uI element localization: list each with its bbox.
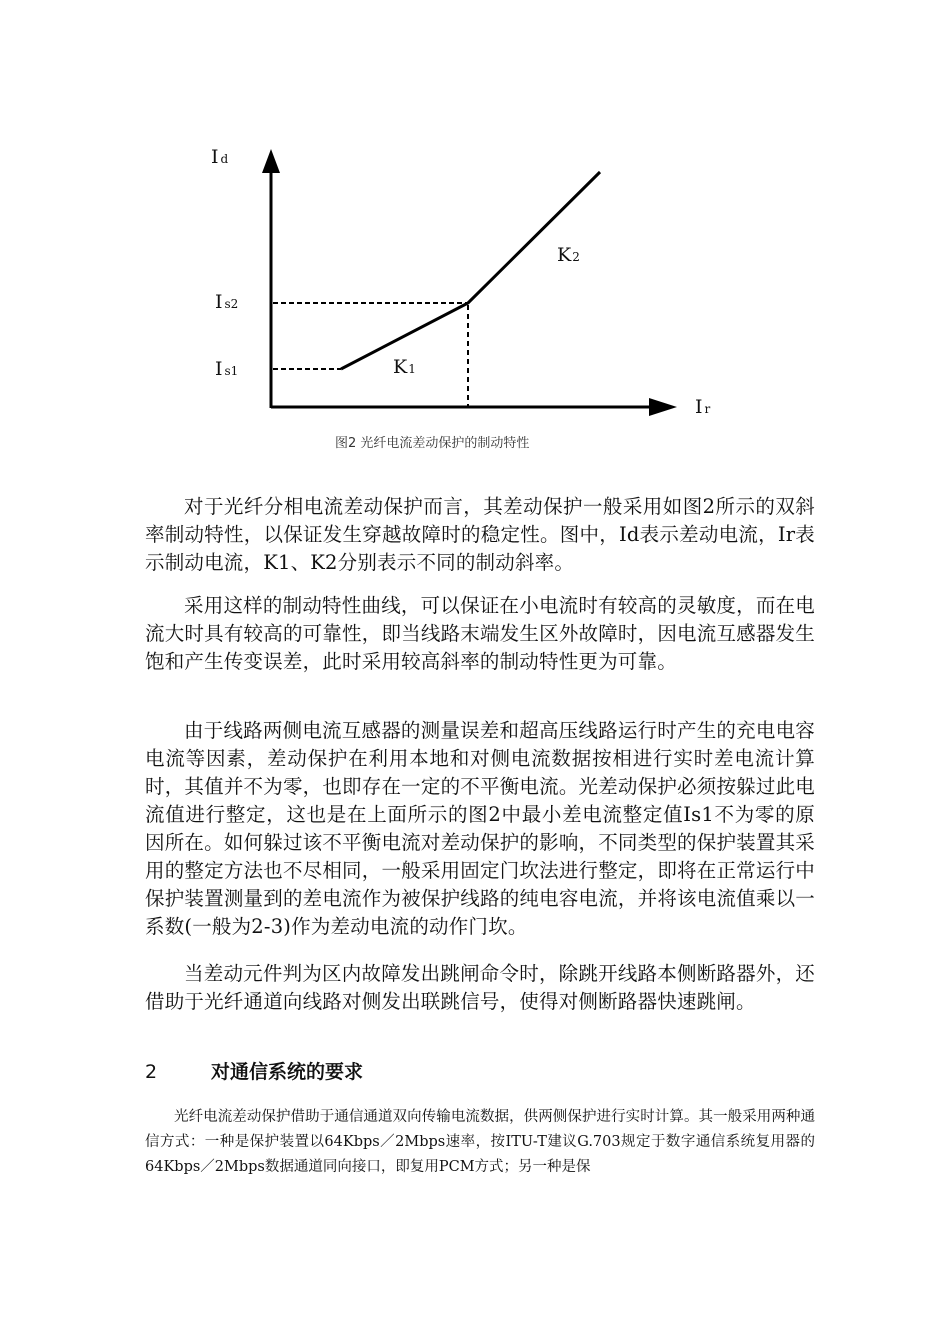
y-axis-arrowhead	[262, 149, 280, 173]
is2-label: Is2	[215, 291, 239, 313]
section-heading	[145, 1057, 815, 1084]
section-title: 对通信系统的要求	[211, 1061, 364, 1083]
paragraph-2: 采用这样的制动特性曲线，可以保证在小电流时有较高的灵敏度，而在电流大时具有较高的可靠性，即当线路末端发生区外故障时，因电流互感器发生饱和产生传变误差，此时采用较高斜率的制动特性更为可靠。	[145, 594, 815, 673]
characteristic-diagram	[195, 135, 755, 465]
is1-label: Is1	[215, 358, 239, 380]
paragraph-4: 当差动元件判为区内故障发出跳闸命令时，除跳开线路本侧断路器外，还借助于光纤通道向线路对侧发出联跳信号，使得对侧断路器快速跳闸。	[145, 962, 815, 1013]
k2-label: K2	[557, 244, 580, 266]
paragraph-3: 由于线路两侧电流互感器的测量误差和超高压线路运行时产生的充电电容电流等因素，差动保护在利用本地和对侧电流数据按相进行实时差电流计算时，其值并不为零，也即存在一定的不平衡电流。光差动保护必须按躲过此电流值进行整定，这也是在上面所示的图2中最小差电流整定值Is1不为零的原因所在。如何躲过该不平衡电流对差动保护的影响，不同类型的保护装置其采用的整定方法也不尽相同，一般采用固定门坎法进行整定，即将在正常运行中保护装置测量到的差电流作为被保护线路的纯电容电流，并将该电流值乘以一系数(一般为2-3)作为差动电流的动作门坎。	[145, 719, 815, 938]
y-axis-label: Id	[211, 146, 229, 168]
section-number: 2	[145, 1061, 158, 1083]
paragraph-1: 对于光纤分相电流差动保护而言，其差动保护一般采用如图2所示的双斜率制动特性，以保证发生穿越故障时的稳定性。图中，Id表示差动电流，Ir表示制动电流，K1、K2分别表示不同的制动斜率。	[145, 495, 815, 574]
k1-label: K1	[393, 356, 416, 378]
characteristic-curve	[341, 172, 600, 369]
characteristic-figure	[195, 135, 755, 465]
figure-caption: 图2 光纤电流差动保护的制动特性	[335, 436, 530, 451]
x-axis-label: Ir	[695, 396, 711, 418]
x-axis-arrowhead	[649, 398, 677, 416]
paragraph-5: 光纤电流差动保护借助于通信通道双向传输电流数据，供两侧保护进行实时计算。其一般采用两种通信方式：一种是保护装置以64Kbps／2Mbps速率，按ITU-T建议G.703规定于数字通信系统复用器的64Kbps／2Mbps数据通道同向接口，即复用PCM方式；另一种是保	[145, 1109, 815, 1175]
